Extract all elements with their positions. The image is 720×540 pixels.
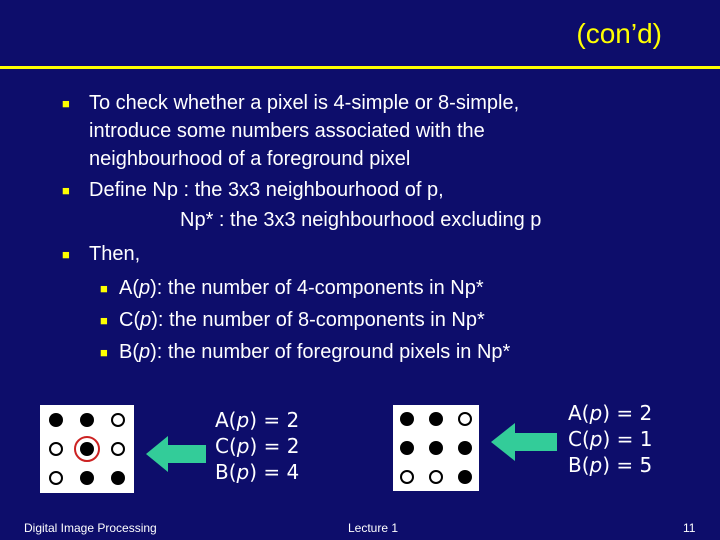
center-pixel-ring — [74, 436, 100, 462]
background-pixel — [49, 471, 63, 485]
bullet-1-line-2: introduce some numbers associated with the — [89, 120, 485, 142]
foreground-pixel — [458, 470, 472, 484]
foreground-pixel — [80, 413, 94, 427]
bullet-1-line-3: neighbourhood of a foreground pixel — [89, 148, 411, 170]
footer-course: Digital Image Processing — [24, 521, 157, 535]
sub-bullet-b: B(p): the number of foreground pixels in Np* — [119, 341, 511, 363]
right-arrow-icon — [491, 423, 557, 461]
footer-page-number: 11 — [683, 521, 696, 535]
sub-bullet-c: C(p): the number of 8-components in Np* — [119, 309, 485, 331]
right-stats — [568, 400, 652, 478]
bullet-2-line-1: Define Np : the 3x3 neighbourhood of p, — [89, 179, 444, 201]
foreground-pixel — [429, 441, 443, 455]
right-neighbourhood-grid — [393, 405, 479, 491]
sub-bullet-marker: ■ — [100, 345, 108, 360]
left-stat-c: C(p) = 2 — [215, 434, 300, 458]
left-neighbourhood-grid — [40, 405, 134, 493]
right-stat-c: C(p) = 1 — [568, 427, 653, 451]
sub-bullet-a: A(p): the number of 4-components in Np* — [119, 277, 484, 299]
foreground-pixel — [458, 441, 472, 455]
bullet-3-line-1: Then, — [89, 243, 141, 265]
foreground-pixel — [400, 441, 414, 455]
foreground-pixel — [429, 412, 443, 426]
right-stat-a: A(p) = 2 — [568, 401, 653, 425]
left-stat-b: B(p) = 4 — [215, 460, 300, 484]
foreground-pixel — [80, 471, 94, 485]
left-arrow-icon — [146, 436, 206, 472]
bullet-2-line-2: Np* : the 3x3 neighbourhood excluding p — [180, 209, 542, 231]
foreground-pixel — [49, 413, 63, 427]
background-pixel — [429, 470, 443, 484]
foreground-pixel — [111, 471, 125, 485]
sub-bullet-marker: ■ — [100, 313, 108, 328]
sub-bullet-marker: ■ — [100, 281, 108, 296]
bullet-marker: ■ — [62, 183, 70, 198]
left-stats — [215, 407, 299, 485]
slide-title: (con’d) — [576, 18, 662, 49]
title-underline — [0, 66, 720, 69]
background-pixel — [111, 413, 125, 427]
right-stat-b: B(p) = 5 — [568, 453, 653, 477]
bullet-marker: ■ — [62, 96, 70, 111]
background-pixel — [111, 442, 125, 456]
background-pixel — [458, 412, 472, 426]
foreground-pixel — [400, 412, 414, 426]
background-pixel — [400, 470, 414, 484]
background-pixel — [49, 442, 63, 456]
bullet-marker: ■ — [62, 247, 70, 262]
left-stat-a: A(p) = 2 — [215, 408, 300, 432]
footer-lecture: Lecture 1 — [348, 521, 399, 535]
bullet-1-line-1: To check whether a pixel is 4-simple or 8-simple, — [89, 92, 520, 114]
